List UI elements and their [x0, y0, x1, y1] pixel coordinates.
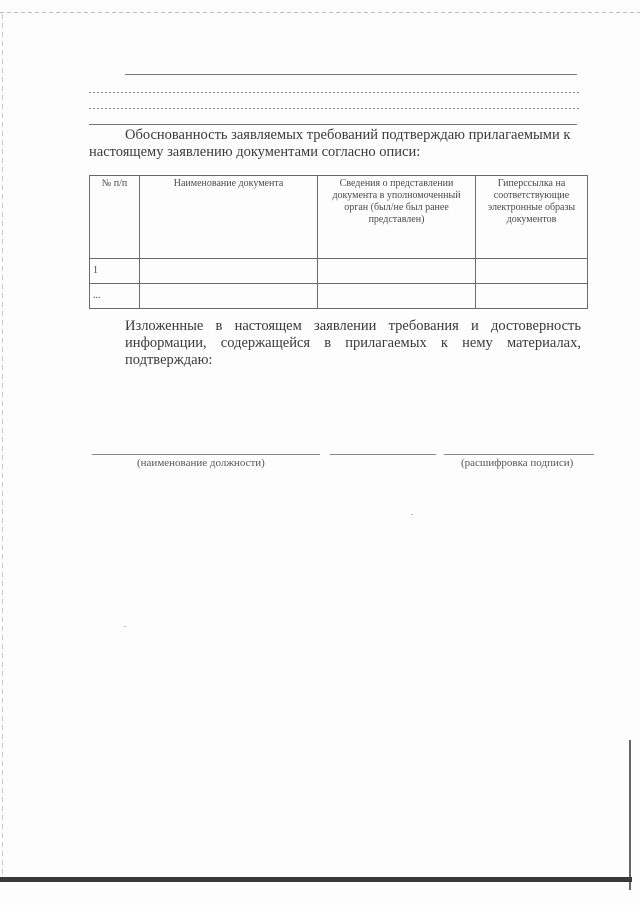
table-row — [90, 259, 588, 284]
name-signature-line — [444, 454, 594, 455]
scan-speck — [411, 514, 413, 515]
scan-left-edge — [2, 14, 3, 874]
table-cell — [140, 259, 318, 284]
scan-speck — [124, 626, 126, 627]
header-hyperlink: Гиперссылка на соответствующие электронные образы документов — [476, 176, 588, 259]
blank-line-1 — [125, 74, 577, 75]
table-header-row — [90, 176, 588, 259]
table-cell — [140, 284, 318, 309]
header-number: № п/п — [90, 176, 140, 259]
position-signature-line — [92, 454, 320, 455]
table-row — [90, 284, 588, 309]
confirmation-line-3: подтверждаю: — [125, 352, 213, 368]
header-document-name: Наименование документа — [140, 176, 318, 259]
name-caption: (расшифровка подписи) — [461, 457, 574, 469]
table-cell — [318, 259, 476, 284]
blank-line-3 — [89, 108, 579, 109]
justification-paragraph: Обоснованность заявляемых требований подтверждаю прилагаемыми к настоящему заявлению документами согласно описи: — [89, 127, 571, 160]
table-cell: 1 — [90, 259, 140, 284]
table-cell — [476, 259, 588, 284]
scan-bottom-edge — [0, 877, 632, 882]
documents-inventory-table — [89, 175, 588, 309]
table-cell — [318, 284, 476, 309]
position-caption: (наименование должности) — [137, 457, 265, 469]
header-submission-info: Сведения о представлении документа в уполномоченный орган (был/не был ранее представлен) — [318, 176, 476, 259]
scan-right-edge — [629, 740, 631, 890]
scan-top-edge — [0, 12, 640, 13]
blank-line-2 — [89, 92, 579, 93]
blank-line-4 — [89, 124, 577, 125]
table-cell — [476, 284, 588, 309]
confirmation-line-2: информации, содержащейся в прилагаемых к нему материалах, — [125, 335, 581, 351]
confirmation-line-1: Изложенные в настоящем заявлении требования и достоверность — [125, 318, 581, 334]
table-cell: ... — [90, 284, 140, 309]
signature-line — [330, 454, 436, 455]
confirmation-paragraph — [89, 318, 581, 369]
